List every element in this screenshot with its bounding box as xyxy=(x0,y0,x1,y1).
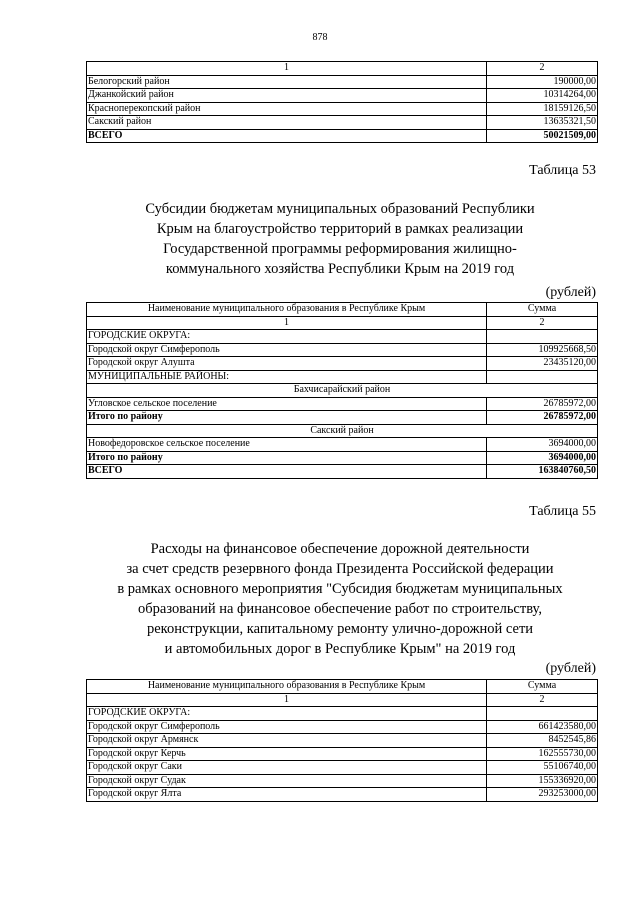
municipality-name: Угловское сельское поселение xyxy=(87,397,487,411)
district-header-row xyxy=(87,424,598,438)
table-row xyxy=(87,438,598,452)
table-prev xyxy=(86,61,598,143)
title-line: за счет средств резервного фонда Президента Российской федерации xyxy=(126,561,554,577)
amount-cell: 26785972,00 xyxy=(487,411,598,425)
municipality-name: Итого по району xyxy=(87,411,487,425)
column-number-row xyxy=(87,693,598,707)
district-name: Бахчисарайский район xyxy=(87,384,598,398)
amount-cell: 8452545,86 xyxy=(487,734,598,748)
table-55-title xyxy=(70,539,610,659)
table-row xyxy=(87,720,598,734)
municipality-name: Белогорский район xyxy=(87,75,487,89)
amount-cell: 3694000,00 xyxy=(487,438,598,452)
page-number: 878 xyxy=(312,32,328,43)
title-line: и автомобильных дорог в Республике Крым" на 2019 год xyxy=(164,641,516,657)
table-53-label: Таблица 53 xyxy=(529,163,596,178)
amount-cell: 3694000,00 xyxy=(487,451,598,465)
column-number: 1 xyxy=(87,62,487,76)
column-number-row xyxy=(87,316,598,330)
amount-cell: 661423580,00 xyxy=(487,720,598,734)
amount-cell: 23435120,00 xyxy=(487,357,598,371)
municipality-name: Городской округ Армянск xyxy=(87,734,487,748)
municipality-name: ГОРОДСКИЕ ОКРУГА: xyxy=(87,330,487,344)
title-line: Крым на благоустройство территорий в рамках реализации xyxy=(156,221,524,237)
amount-cell: 26785972,00 xyxy=(487,397,598,411)
amount-cell: 13635321,50 xyxy=(487,116,598,130)
header-name: Наименование муниципального образования в Республике Крым xyxy=(87,680,487,694)
title-line: Государственной программы реформирования жилищно- xyxy=(163,241,517,257)
amount-cell: 109925668,50 xyxy=(487,343,598,357)
column-number: 2 xyxy=(487,316,598,330)
table-prev-body xyxy=(87,62,598,143)
total-row xyxy=(87,129,598,143)
table-53-units: (рублей) xyxy=(545,285,596,300)
header-name: Наименование муниципального образования в Республике Крым xyxy=(87,303,487,317)
title-line: образований на финансовое обеспечение работ по строительству, xyxy=(138,601,542,617)
municipality-name: Красноперекопский район xyxy=(87,102,487,116)
amount-cell: 155336920,00 xyxy=(487,774,598,788)
table-row xyxy=(87,343,598,357)
municipality-name: МУНИЦИПАЛЬНЫЕ РАЙОНЫ: xyxy=(87,370,487,384)
section-row xyxy=(87,330,598,344)
municipality-name: Городской округ Саки xyxy=(87,761,487,775)
municipality-name: Городской округ Ялта xyxy=(87,788,487,802)
amount-cell: 163840760,50 xyxy=(487,465,598,479)
total-row xyxy=(87,451,598,465)
column-number: 2 xyxy=(487,62,598,76)
table-row xyxy=(87,774,598,788)
table-row xyxy=(87,89,598,103)
amount-cell xyxy=(487,707,598,721)
municipality-name: Городской округ Керчь xyxy=(87,747,487,761)
column-number: 1 xyxy=(87,316,487,330)
table-row xyxy=(87,734,598,748)
column-number: 1 xyxy=(87,693,487,707)
section-row xyxy=(87,707,598,721)
amount-cell: 162555730,00 xyxy=(487,747,598,761)
total-row xyxy=(87,411,598,425)
title-line: Субсидии бюджетам муниципальных образований Республики xyxy=(145,201,535,217)
municipality-name: Сакский район xyxy=(87,116,487,130)
amount-cell xyxy=(487,370,598,384)
municipality-name: Итого по району xyxy=(87,451,487,465)
amount-cell xyxy=(487,330,598,344)
section-row xyxy=(87,370,598,384)
table-53-body xyxy=(87,303,598,479)
amount-cell: 293253000,00 xyxy=(487,788,598,802)
table-row xyxy=(87,761,598,775)
district-name: Сакский район xyxy=(87,424,598,438)
municipality-name: ГОРОДСКИЕ ОКРУГА: xyxy=(87,707,487,721)
table-row xyxy=(87,788,598,802)
column-number: 2 xyxy=(487,693,598,707)
table-53-title xyxy=(70,199,610,279)
municipality-name: Новофедоровское сельское поселение xyxy=(87,438,487,452)
amount-cell: 50021509,00 xyxy=(487,129,598,143)
title-line: реконструкции, капитальному ремонту улично-дорожной сети xyxy=(146,621,534,637)
table-row xyxy=(87,75,598,89)
table-53 xyxy=(86,302,598,479)
table-row xyxy=(87,397,598,411)
amount-cell: 190000,00 xyxy=(487,75,598,89)
table-55-units: (рублей) xyxy=(545,661,596,676)
title-line: Расходы на финансовое обеспечение дорожной деятельности xyxy=(150,541,530,557)
title-line: коммунального хозяйства Республики Крым на 2019 год xyxy=(165,261,515,277)
municipality-name: ВСЕГО xyxy=(87,465,487,479)
municipality-name: ВСЕГО xyxy=(87,129,487,143)
table-row xyxy=(87,116,598,130)
table-row xyxy=(87,747,598,761)
table-55 xyxy=(86,679,598,802)
municipality-name: Джанкойский район xyxy=(87,89,487,103)
amount-cell: 55106740,00 xyxy=(487,761,598,775)
municipality-name: Городской округ Симферополь xyxy=(87,343,487,357)
table-row xyxy=(87,102,598,116)
total-row xyxy=(87,465,598,479)
amount-cell: 18159126,50 xyxy=(487,102,598,116)
table-55-body xyxy=(87,680,598,802)
table-55-label: Таблица 55 xyxy=(529,504,596,519)
municipality-name: Городской округ Симферополь xyxy=(87,720,487,734)
header-amount: Сумма xyxy=(487,680,598,694)
municipality-name: Городской округ Судак xyxy=(87,774,487,788)
column-number-row xyxy=(87,62,598,76)
header-row xyxy=(87,303,598,317)
amount-cell: 10314264,00 xyxy=(487,89,598,103)
table-row xyxy=(87,357,598,371)
title-line: в рамках основного мероприятия "Субсидия бюджетам муниципальных xyxy=(117,581,563,597)
district-header-row xyxy=(87,384,598,398)
header-amount: Сумма xyxy=(487,303,598,317)
municipality-name: Городской округ Алушта xyxy=(87,357,487,371)
header-row xyxy=(87,680,598,694)
